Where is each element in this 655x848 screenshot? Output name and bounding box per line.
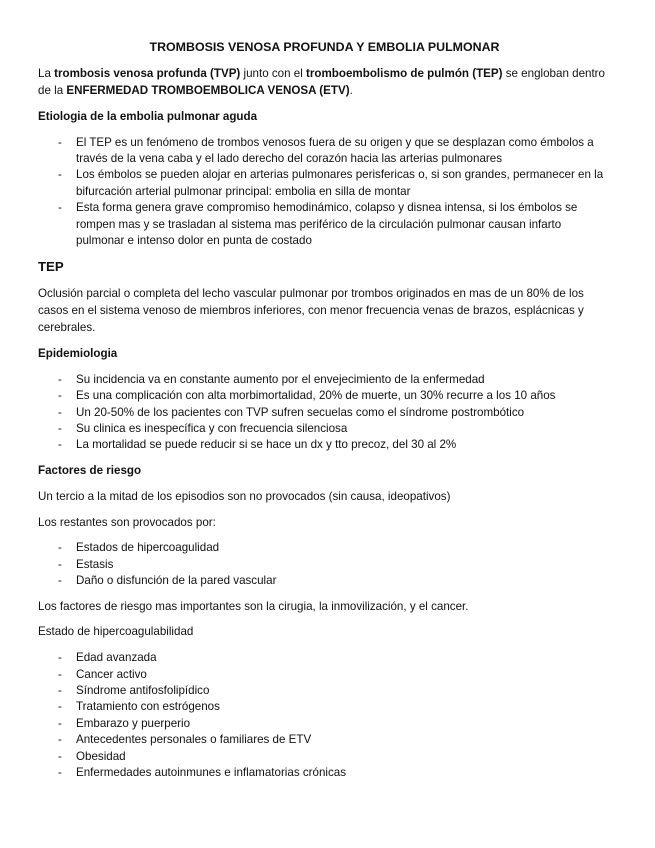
list-item: - Tratamiento con estrógenos: [76, 699, 611, 715]
list-item: - Antecedentes personales o familiares de ETV: [76, 732, 611, 748]
intro-bold-tvp: trombosis venosa profunda (TVP): [54, 67, 241, 80]
list-item: - Un 20-50% de los pacientes con TVP sufren secuelas como el síndrome postrombótico: [76, 405, 611, 421]
list-item: - Su clinica es inespecífica y con frecuencia silenciosa: [76, 421, 611, 437]
list-item: - Estados de hipercoagulidad: [76, 540, 611, 556]
etiology-list: [38, 135, 611, 250]
risk-paragraph-unprovoked: Un tercio a la mitad de los episodios son no provocados (sin causa, ideopativos): [38, 489, 451, 503]
intro-text-4: .: [349, 83, 353, 97]
risk-factors-heading: Factores de riesgo: [38, 463, 142, 477]
list-item: - Los émbolos se pueden alojar en arterias pulmonares perisfericas o, si son grandes, permanecer en la bifurcación arterial pulmonar principal: embolia en silla de montar: [76, 167, 611, 200]
list-item: - Estasis: [76, 557, 611, 573]
risk-paragraph-provoked: Los restantes son provocados por:: [38, 515, 216, 529]
list-item: - Edad avanzada: [76, 650, 611, 666]
intro-text-1: La: [38, 67, 55, 80]
tep-paragraph: Oclusión parcial o completa del lecho vascular pulmonar por trombos originados en mas de un 80% de los casos en el sistema venoso de miembros inferiores, con menor frecuencia venas de brazos, esplácnicas y cerebrales.: [38, 287, 584, 335]
intro-text-3: se engloban dentro de la: [38, 67, 605, 97]
epidemiology-heading: Epidemiologia: [38, 346, 118, 360]
list-item: - El TEP es un fenómeno de trombos venosos fuera de su origen y que se desplazan como émbolos a través de la vena caba y el lado derecho del corazón hacia las arterias pulmonares: [76, 135, 611, 168]
list-item: - Es una complicación con alta morbimortalidad, 20% de muerte, un 30% recurre a los 10 años: [76, 388, 611, 404]
list-item: - Obesidad: [76, 749, 611, 765]
list-item: - Su incidencia va en constante aumento por el envejecimiento de la enfermedad: [76, 372, 611, 388]
page-title: TROMBOSIS VENOSA PROFUNDA Y EMBOLIA PULMONAR: [149, 40, 500, 54]
intro-text-2: junto con el: [240, 67, 307, 80]
intro-bold-etv: ENFERMEDAD TROMBOEMBOLICA VENOSA (ETV): [66, 83, 350, 97]
list-item: - La mortalidad se puede reducir si se hace un dx y tto precoz, del 30 al 2%: [76, 437, 611, 453]
list-item: - Embarazo y puerperio: [76, 716, 611, 732]
risk-paragraph-hypercoag: Estado de hipercoagulabilidad: [38, 625, 194, 639]
list-item: - Síndrome antifosfolipídico: [76, 683, 611, 699]
list-item: - Daño o disfunción de la pared vascular: [76, 573, 611, 589]
list-item: - Cancer activo: [76, 667, 611, 683]
list-item: - Esta forma genera grave compromiso hemodinámico, colapso y disnea intensa, si los émbolos se rompen mas y se trasladan al sistema mas periférico de la circulación pulmonar causan infarto pulmonar e intenso dolor en punta de costado: [76, 200, 611, 249]
intro-paragraph: [38, 66, 611, 100]
intro-bold-tep: tromboembolismo de pulmón (TEP): [306, 67, 503, 80]
hypercoag-list: [38, 650, 611, 781]
list-item: - Enfermedades autoinmunes e inflamatorias crónicas: [76, 765, 611, 781]
tep-heading: TEP: [38, 259, 64, 275]
risk-paragraph-main-factors: Los factores de riesgo mas importantes son la cirugia, la inmovilización, y el cancer.: [38, 599, 469, 613]
etiology-heading: Etiologia de la embolia pulmonar aguda: [38, 109, 258, 123]
provoked-list: [38, 540, 611, 589]
epidemiology-list: [38, 372, 611, 454]
